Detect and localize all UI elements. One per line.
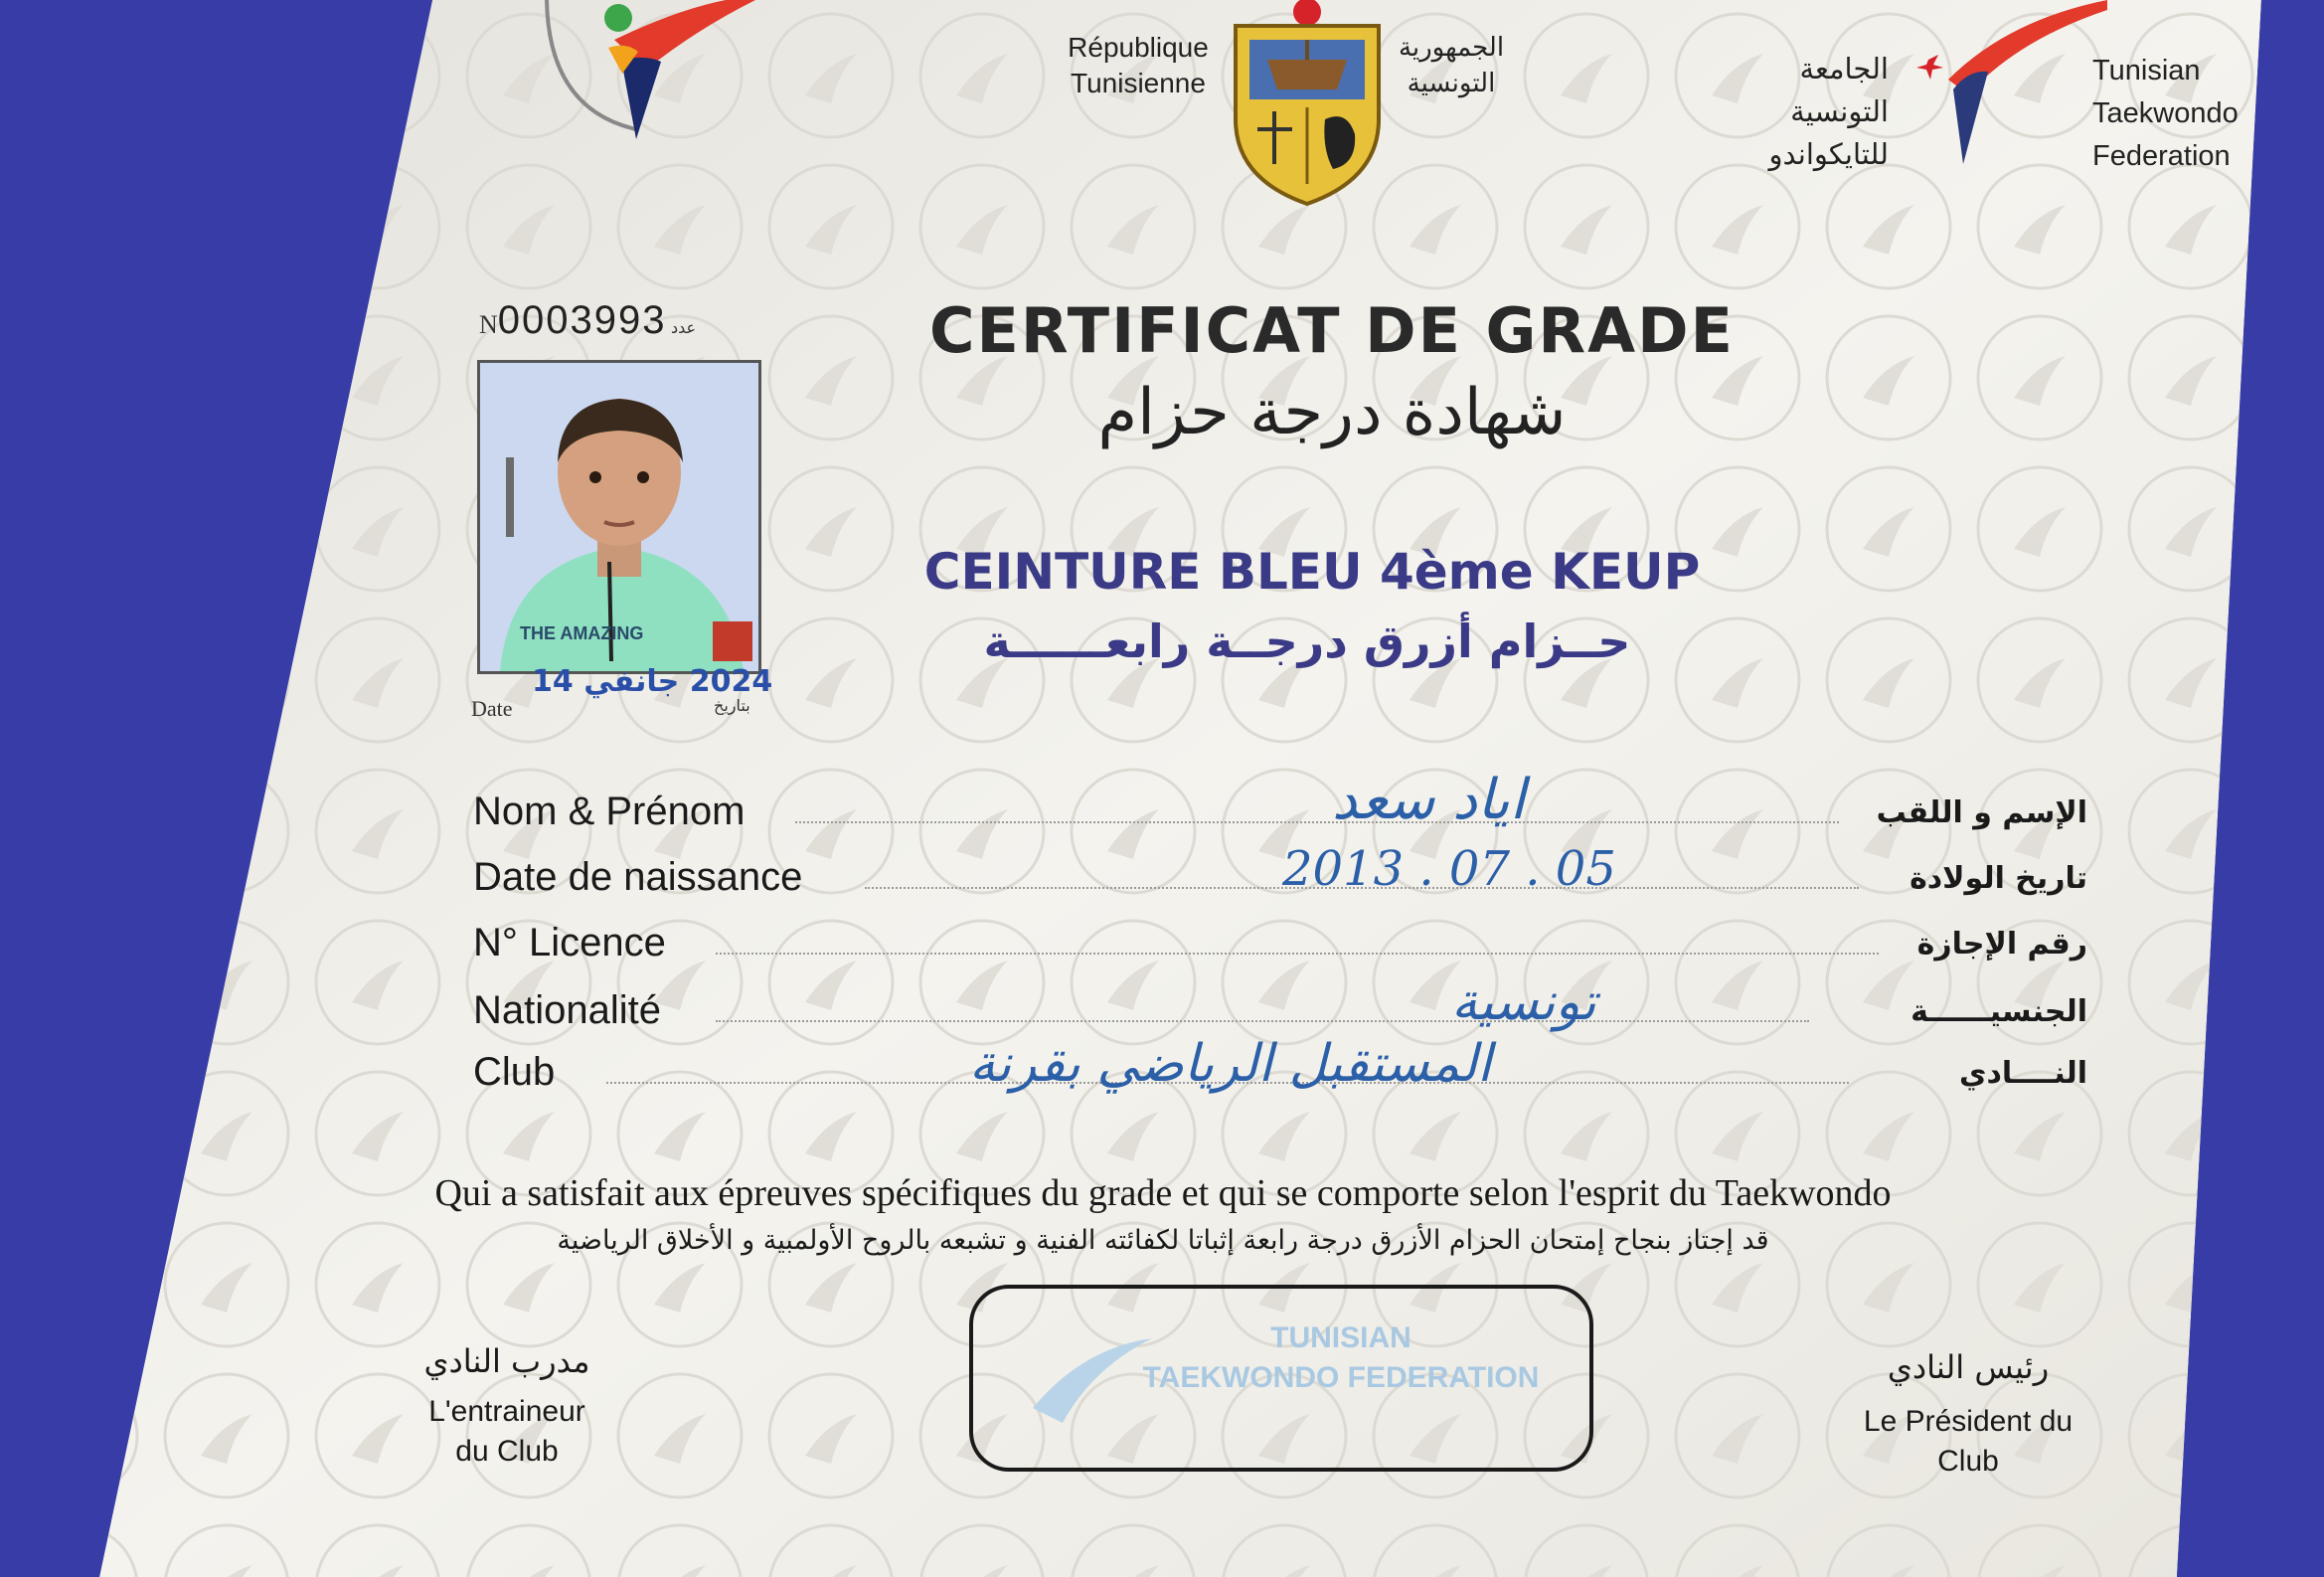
federation-en-line: Federation: [2092, 140, 2231, 172]
field-value-birth: 2013 . 07 . 05: [1282, 841, 1616, 897]
certificate-title-ar: شهادة درجة حزام: [1097, 376, 1567, 449]
header-republic-ar: الجمهورية التونسية: [1398, 33, 1505, 98]
coach-title-ar: مدرب النادي: [423, 1342, 590, 1380]
field-label-licence-ar: رقم الإجازة: [1916, 927, 2087, 962]
stamp-text: [1132, 1318, 1550, 1398]
field-line-licence: [716, 953, 1879, 955]
number-value: 0003993: [497, 298, 667, 342]
field-label-nationality-ar: الجنسيــــــة: [1910, 994, 2087, 1029]
field-line-nationality: [716, 1020, 1809, 1022]
stamp-line: TAEKWONDO FEDERATION: [1142, 1361, 1540, 1394]
stamp-line: TUNISIAN: [1270, 1321, 1411, 1354]
field-value-nationality: تونسية: [1451, 972, 1596, 1032]
date-label-text: Date: [471, 696, 513, 721]
field-label-licence-fr: N° Licence: [473, 921, 666, 964]
certificate-title-fr: CERTIFICAT DE GRADE: [929, 294, 1735, 367]
grade-title-fr: CEINTURE BLEU 4ème KEUP: [923, 543, 1701, 601]
president-title-line: Le Président du: [1863, 1405, 2074, 1438]
field-label-birth-ar: تاريخ الولادة: [1909, 861, 2087, 896]
president-title-fr: [1819, 1402, 2117, 1482]
field-value-club: المستقبل الرياضي بقرنة: [969, 1034, 1492, 1094]
federation-name-en: [2092, 50, 2271, 178]
world-taekwondo-logo: [527, 0, 785, 149]
shirt-print: THE AMAZING: [520, 623, 644, 643]
student-photo: [477, 360, 761, 674]
date-label-ar: [714, 696, 750, 716]
federation-ar-line: للتايكواندو: [1768, 137, 1889, 171]
date-stamp: 2024 جانفي 14: [532, 664, 773, 699]
field-label-name-ar: الإسم و اللقب: [1876, 795, 2087, 830]
field-label-club-ar: النــــادي: [1959, 1056, 2087, 1091]
federation-ar-line: الجامعة: [1799, 52, 1889, 86]
stamp-box: [969, 1285, 1593, 1472]
statement-fr: Qui a satisfait aux épreuves spécifiques du grade et qui se comporte selon l'esprit du Taekwondo: [434, 1172, 1892, 1214]
field-line-name: [795, 821, 1839, 823]
number-ar-label: عدد: [670, 318, 697, 337]
header-republic-fr: République Tunisienne: [1068, 32, 1209, 98]
president-title-line: Club: [1937, 1445, 1999, 1478]
date-label-fr: [471, 696, 513, 722]
certificate-number: [479, 298, 696, 343]
president-title-ar: رئيس النادي: [1887, 1348, 2050, 1386]
field-label-club-fr: Club: [473, 1050, 556, 1094]
statement-ar: قد إجتاز بنجاح إمتحان الحزام الأزرق درجة رابعة إثباتا لكفائته الفنية و تشبعه بالروح الأولمبية و الأخلاق الرياضية: [557, 1225, 1769, 1256]
coach-title-line: du Club: [455, 1435, 559, 1468]
federation-en-line: Taekwondo: [2092, 97, 2239, 129]
federation-en-line: Tunisian: [2092, 55, 2201, 87]
field-label-name-fr: Nom & Prénom: [473, 789, 746, 833]
grade-title-ar: حــزام أزرق درجــة رابعــــــة: [983, 614, 1631, 668]
federation-name-ar: [1690, 48, 1889, 176]
field-label-birth-fr: Date de naissance: [473, 855, 803, 899]
date-label-ar-text: بتاريخ: [714, 696, 750, 715]
tunisia-coat-of-arms: [1228, 0, 1387, 209]
coach-title-fr: [398, 1392, 616, 1472]
federation-ar-line: التونسية: [1790, 94, 1889, 128]
number-prefix: N: [479, 310, 498, 339]
federation-logo: [1909, 0, 2107, 169]
field-value-name: اياد سعد: [1332, 768, 1526, 832]
field-label-nationality-fr: Nationalité: [473, 988, 662, 1032]
coach-title-line: L'entraineur: [428, 1395, 585, 1428]
